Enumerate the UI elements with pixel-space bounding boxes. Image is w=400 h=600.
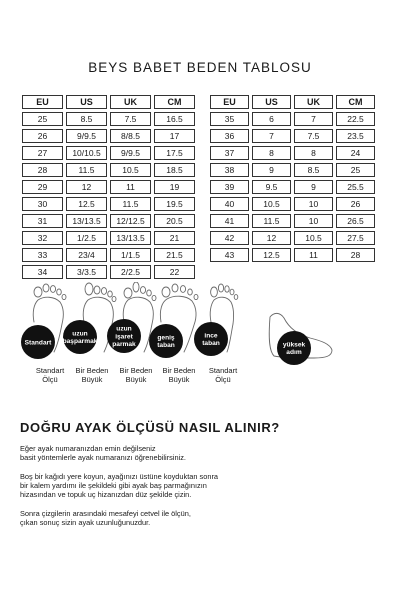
- table-cell: 10: [294, 214, 333, 228]
- table-cell: 30: [22, 197, 63, 211]
- table-row: [210, 180, 375, 194]
- foot-caption-line1: Bir Beden: [162, 366, 196, 375]
- table-row: [210, 248, 375, 262]
- table-cell: 11.5: [66, 163, 107, 177]
- table-cell: 8.5: [294, 163, 333, 177]
- table-row: [210, 231, 375, 245]
- instruction-line: Boş bir kağıdı yere koyun, ayağınızı üstüne koyduktan sonra: [20, 472, 219, 481]
- table-cell: 12/12.5: [110, 214, 151, 228]
- table-cell: 10: [294, 197, 333, 211]
- table-cell: 9: [252, 163, 291, 177]
- column-header: CM: [154, 95, 195, 109]
- badge-label: başparmak: [62, 338, 98, 346]
- table-cell: 13/13.5: [66, 214, 107, 228]
- table-header-row: [22, 95, 195, 109]
- table-row: [210, 129, 375, 143]
- table-cell: 10.5: [294, 231, 333, 245]
- table-row: [210, 112, 375, 126]
- table-cell: 26: [336, 197, 375, 211]
- foot-caption: [193, 366, 253, 384]
- table-cell: 40: [210, 197, 249, 211]
- table-cell: 7: [252, 129, 291, 143]
- table-cell: 18.5: [154, 163, 195, 177]
- foot-caption-line2: Büyük: [125, 375, 147, 384]
- table-cell: 26.5: [336, 214, 375, 228]
- badge-label: adım: [286, 349, 302, 357]
- table-cell: 36: [210, 129, 249, 143]
- instruction-paragraph: [20, 509, 300, 527]
- table-row: [22, 197, 195, 211]
- table-row: [210, 146, 375, 160]
- instruction-paragraph: [20, 472, 300, 499]
- table-cell: 1/2.5: [66, 231, 107, 245]
- table-cell: 12: [66, 180, 107, 194]
- table-cell: 34: [22, 265, 63, 279]
- size-table-right: [207, 92, 378, 265]
- table-cell: 41: [210, 214, 249, 228]
- table-row: [22, 265, 195, 279]
- badge-label: parmak: [112, 340, 136, 348]
- table-row: [22, 146, 195, 160]
- table-cell: 7: [294, 112, 333, 126]
- foot-caption-line1: Standart: [208, 366, 238, 375]
- instruction-line: hizasından ve topuk uç hizanızdan düz şekilde çizin.: [20, 490, 192, 499]
- badge-label: taban: [157, 342, 175, 350]
- table-cell: 8: [294, 146, 333, 160]
- table-cell: 6: [252, 112, 291, 126]
- column-header: US: [252, 95, 291, 109]
- instruction-line: Sonra çizgilerin arasındaki mesafeyi cetvel ile ölçün,: [20, 509, 191, 518]
- table-cell: 10/10.5: [66, 146, 107, 160]
- column-header: US: [66, 95, 107, 109]
- table-cell: 29: [22, 180, 63, 194]
- table-row: [210, 197, 375, 211]
- table-cell: 13/13.5: [110, 231, 151, 245]
- table-cell: 11.5: [252, 214, 291, 228]
- table-header-row: [210, 95, 375, 109]
- instruction-line: çıkan sonuç sizin ayak uzunluğunuzdur.: [20, 518, 151, 527]
- table-cell: 22: [154, 265, 195, 279]
- table-cell: 21: [154, 231, 195, 245]
- table-cell: 12.5: [252, 248, 291, 262]
- size-table-left: [19, 92, 198, 282]
- table-cell: 27.5: [336, 231, 375, 245]
- foot-caption-line2: Büyük: [81, 375, 103, 384]
- table-cell: 19: [154, 180, 195, 194]
- table-cell: 25: [336, 163, 375, 177]
- table-cell: 42: [210, 231, 249, 245]
- table-cell: 17: [154, 129, 195, 143]
- table-row: [22, 112, 195, 126]
- table-cell: 31: [22, 214, 63, 228]
- column-header: CM: [336, 95, 375, 109]
- foot-caption-line2: Ölçü: [42, 375, 58, 384]
- table-cell: 22.5: [336, 112, 375, 126]
- table-row: [22, 163, 195, 177]
- table-cell: 28: [22, 163, 63, 177]
- badge-label: yüksek: [282, 341, 306, 349]
- table-row: [22, 129, 195, 143]
- table-cell: 23.5: [336, 129, 375, 143]
- table-cell: 28: [336, 248, 375, 262]
- badge-label: taban: [202, 340, 220, 348]
- badge-label: uzun: [116, 325, 132, 333]
- table-cell: 9/9.5: [110, 146, 151, 160]
- foot-caption-line1: Bir Beden: [119, 366, 153, 375]
- table-cell: 2/2.5: [110, 265, 151, 279]
- table-cell: 23/4: [66, 248, 107, 262]
- badge-label: ince: [204, 332, 218, 340]
- table-row: [22, 180, 195, 194]
- badge-label: işaret: [115, 333, 133, 341]
- table-cell: 9/9.5: [66, 129, 107, 143]
- table-cell: 17.5: [154, 146, 195, 160]
- table-row: [210, 214, 375, 228]
- table-cell: 26: [22, 129, 63, 143]
- badge-label: uzun: [72, 330, 88, 338]
- table-cell: 9.5: [252, 180, 291, 194]
- table-cell: 32: [22, 231, 63, 245]
- column-header: EU: [22, 95, 63, 109]
- foot-caption-line1: Standart: [35, 366, 65, 375]
- table-cell: 37: [210, 146, 249, 160]
- instruction-line: Eğer ayak numaranızdan emin değilseniz: [20, 444, 156, 453]
- page-title: BEYS BABET BEDEN TABLOSU: [88, 60, 312, 75]
- table-row: [22, 231, 195, 245]
- table-cell: 7.5: [294, 129, 333, 143]
- table-cell: 38: [210, 163, 249, 177]
- table-cell: 8: [252, 146, 291, 160]
- table-cell: 8.5: [66, 112, 107, 126]
- foot-caption-line2: Büyük: [168, 375, 190, 384]
- table-cell: 10.5: [110, 163, 151, 177]
- table-row: [210, 163, 375, 177]
- instruction-line: basit yöntemlerle ayak numaranızı öğrenebilirsiniz.: [20, 453, 186, 462]
- table-cell: 3/3.5: [66, 265, 107, 279]
- table-cell: 43: [210, 248, 249, 262]
- table-cell: 27: [22, 146, 63, 160]
- table-cell: 9: [294, 180, 333, 194]
- table-cell: 16.5: [154, 112, 195, 126]
- foot-types-illustration: [0, 282, 400, 374]
- table-cell: 20.5: [154, 214, 195, 228]
- table-cell: 33: [22, 248, 63, 262]
- column-header: UK: [110, 95, 151, 109]
- table-cell: 21.5: [154, 248, 195, 262]
- instruction-paragraph: [20, 444, 300, 462]
- badge-label: geniş: [157, 334, 175, 342]
- table-cell: 1/1.5: [110, 248, 151, 262]
- table-row: [22, 214, 195, 228]
- table-cell: 11: [294, 248, 333, 262]
- column-header: UK: [294, 95, 333, 109]
- table-cell: 19.5: [154, 197, 195, 211]
- foot-caption-line2: Ölçü: [215, 375, 231, 384]
- table-cell: 35: [210, 112, 249, 126]
- table-cell: 11.5: [110, 197, 151, 211]
- table-cell: 7.5: [110, 112, 151, 126]
- table-cell: 25: [22, 112, 63, 126]
- table-cell: 39: [210, 180, 249, 194]
- table-cell: 25.5: [336, 180, 375, 194]
- table-cell: 8/8.5: [110, 129, 151, 143]
- table-cell: 10.5: [252, 197, 291, 211]
- foot-caption-line1: Bir Beden: [75, 366, 109, 375]
- instruction-line: bir kalem yardımı ile şekildeki gibi ayak baş parmağınızın: [20, 481, 207, 490]
- table-cell: 11: [110, 180, 151, 194]
- table-cell: 24: [336, 146, 375, 160]
- instructions-heading: DOĞRU AYAK ÖLÇÜSÜ NASIL ALINIR?: [20, 420, 280, 435]
- table-cell: 12: [252, 231, 291, 245]
- badge-label: Standart: [24, 339, 52, 347]
- table-row: [22, 248, 195, 262]
- table-cell: 12.5: [66, 197, 107, 211]
- column-header: EU: [210, 95, 249, 109]
